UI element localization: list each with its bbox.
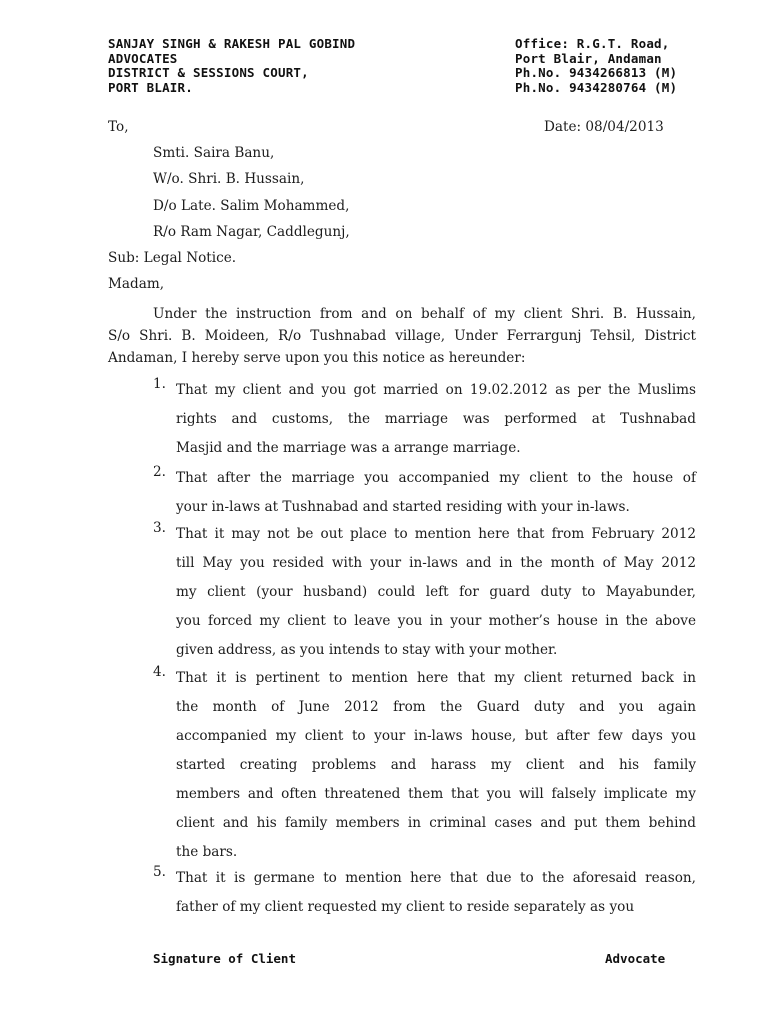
to-label: To, [108, 119, 129, 135]
point-2 [176, 464, 696, 522]
letterhead-line: PORT BLAIR. [108, 80, 193, 96]
point-line: That my client and you got married on 19.02.2012 as per the Muslims [176, 382, 696, 398]
addressee-line: D/o Late. Salim Mohammed, [153, 198, 350, 214]
point-1 [176, 376, 696, 463]
intro-paragraph [108, 303, 696, 369]
letterhead-line: Office: R.G.T. Road, [515, 36, 670, 51]
point-number: 1. [153, 376, 166, 392]
addressee-line: W/o. Shri. B. Hussain, [153, 171, 305, 187]
point-line: your in-laws at Tushnabad and started residing with your in-laws. [176, 499, 630, 515]
point-line: given address, as you intends to stay with your mother. [176, 642, 558, 658]
intro-line: S/o Shri. B. Moideen, R/o Tushnabad village, Under Ferrargunj Tehsil, District [108, 328, 696, 344]
point-line: the bars. [176, 844, 238, 860]
point-line: my client (your husband) could left for guard duty to Mayabunder, [176, 584, 696, 600]
point-line: the month of June 2012 from the Guard duty and you again [176, 699, 696, 715]
letterhead-line: Ph.No. 9434280764 (M) [515, 80, 678, 96]
addressee-line: R/o Ram Nagar, Caddlegunj, [153, 224, 350, 240]
date: Date: 08/04/2013 [544, 119, 664, 135]
point-line: rights and customs, the marriage was performed at Tushnabad [176, 411, 696, 427]
point-number: 4. [153, 664, 166, 680]
letterhead-line: Ph.No. 9434266813 (M) [515, 65, 678, 81]
salutation: Madam, [108, 276, 165, 292]
subject: Sub: Legal Notice. [108, 250, 237, 266]
advocate-label: Advocate [605, 951, 666, 966]
letterhead-left [108, 37, 355, 96]
point-line: client and his family members in criminal cases and put them behind [176, 815, 696, 831]
point-line: members and often threatened them that you will falsely implicate my [176, 786, 696, 802]
addressee-line: Smti. Saira Banu, [153, 145, 275, 161]
point-line: accompanied my client to your in-laws house, but after few days you [176, 728, 696, 744]
client-signature-label: Signature of Client [153, 951, 296, 966]
letterhead-line: DISTRICT & SESSIONS COURT, [108, 65, 309, 81]
point-line: you forced my client to leave you in your mother’s house in the above [176, 613, 696, 629]
point-3 [176, 520, 696, 665]
point-line: Masjid and the marriage was a arrange marriage. [176, 440, 521, 456]
point-line: started creating problems and harass my client and his family [176, 757, 696, 773]
point-line: That it may not be out place to mention here that from February 2012 [176, 526, 696, 542]
letterhead-right [515, 37, 677, 96]
intro-line: Andaman, I hereby serve upon you this notice as hereunder: [108, 350, 526, 366]
point-line: That it is germane to mention here that due to the aforesaid reason, [176, 870, 696, 886]
point-number: 2. [153, 464, 166, 480]
point-line: That after the marriage you accompanied my client to the house of [176, 470, 696, 486]
point-5 [176, 864, 696, 922]
point-line: That it is pertinent to mention here that my client returned back in [176, 670, 696, 686]
letterhead-line: ADVOCATES [108, 50, 178, 66]
letterhead-line: SANJAY SINGH & RAKESH PAL GOBIND [108, 36, 356, 51]
intro-line: Under the instruction from and on behalf of my client Shri. B. Hussain, [153, 306, 696, 322]
point-number: 5. [153, 864, 166, 880]
point-4 [176, 664, 696, 867]
point-line: till May you resided with your in-laws and in the month of May 2012 [176, 555, 696, 571]
point-number: 3. [153, 520, 166, 536]
letterhead-line: Port Blair, Andaman [515, 50, 662, 66]
point-line: father of my client requested my client to reside separately as you [176, 899, 635, 915]
